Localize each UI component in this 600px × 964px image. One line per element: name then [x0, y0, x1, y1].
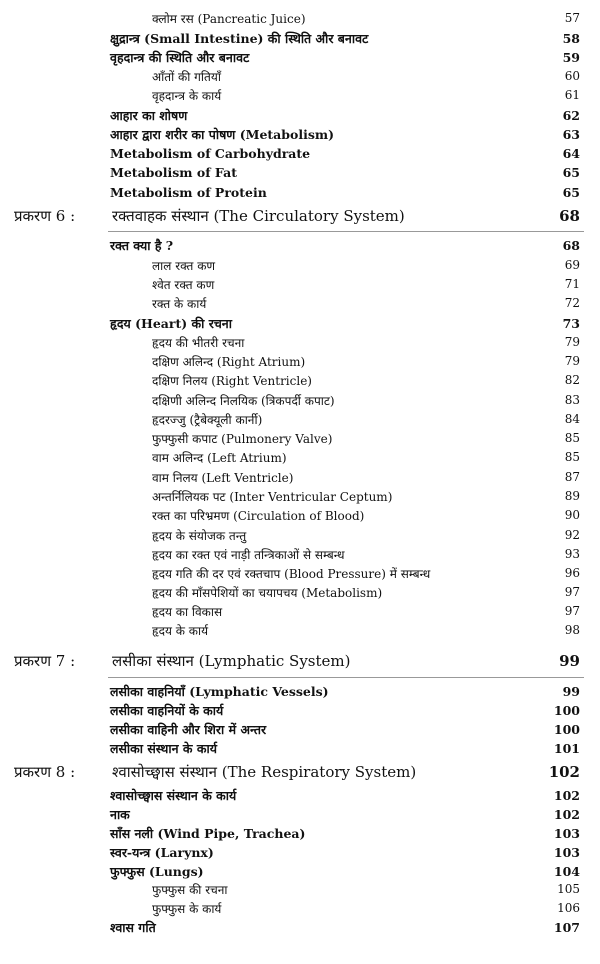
entry-page: 101 — [553, 740, 580, 756]
entry-title: हृदय गति की दर एवं रक्तचाप (Blood Pressure) में सम्बन्ध — [152, 566, 431, 581]
entry-title: Metabolism of Carbohydrate — [110, 145, 311, 161]
entry-page: 57 — [564, 11, 580, 25]
entry-title: क्लोम रस (Pancreatic Juice) — [152, 11, 306, 26]
entry-title: दक्षिणी अलिन्द निलयिक (त्रिकपर्दी कपाट) — [152, 393, 335, 408]
chapter-page: 99 — [559, 652, 580, 670]
toc-entry — [0, 582, 600, 602]
entry-page: 97 — [564, 585, 580, 599]
toc-entry — [0, 785, 600, 805]
entry-title: वाम अलिन्द (Left Atrium) — [152, 450, 287, 465]
entry-title: वृहदान्त्र की स्थिति और बनावट — [110, 49, 250, 65]
toc-entry — [0, 804, 600, 824]
entry-page: 100 — [553, 721, 580, 737]
toc-entry — [0, 370, 600, 390]
toc-entry — [0, 700, 600, 720]
entry-title: लसीका वाहनियों के कार्य — [110, 702, 224, 718]
entry-title: श्वेत रक्त कण — [152, 277, 215, 292]
toc-entry — [0, 332, 600, 352]
entry-page: 102 — [553, 787, 580, 803]
entry-title: Metabolism of Fat — [110, 164, 237, 180]
toc-entry — [0, 235, 600, 255]
entry-page: 102 — [553, 806, 580, 822]
entry-page: 107 — [553, 919, 580, 935]
entry-title: फुफ्फुस की रचना — [152, 882, 228, 897]
entry-page: 82 — [564, 373, 580, 387]
entry-page: 63 — [562, 126, 580, 142]
toc-entry — [0, 447, 600, 467]
toc-entry — [0, 738, 600, 758]
toc-entry — [0, 525, 600, 545]
entry-page: 103 — [553, 825, 580, 841]
entry-page: 59 — [562, 49, 580, 65]
entry-page: 96 — [564, 566, 580, 580]
toc-entry — [0, 917, 600, 937]
entry-page: 69 — [564, 258, 580, 272]
entry-title: वृहदान्त्र के कार्य — [152, 88, 222, 103]
toc-entry — [0, 544, 600, 564]
entry-page: 60 — [564, 69, 580, 83]
toc-entry — [0, 293, 600, 313]
toc-entry — [0, 390, 600, 410]
entry-page: 73 — [562, 315, 580, 331]
entry-title: फुफ्फुस (Lungs) — [110, 863, 204, 879]
entry-title: आँतों की गतियाँ — [152, 69, 221, 84]
entry-page: 98 — [564, 623, 580, 637]
entry-page: 106 — [557, 901, 580, 915]
chapter-divider — [108, 231, 584, 232]
chapter-divider — [108, 677, 584, 678]
entry-page: 92 — [564, 528, 580, 542]
entry-page: 105 — [557, 882, 580, 896]
entry-page: 68 — [562, 237, 580, 253]
toc-entry — [0, 563, 600, 583]
chapter-label: प्रकरण 8 : — [14, 763, 76, 781]
chapter-title: श्वासोच्छ्वास संस्थान (The Respiratory System) — [112, 763, 417, 781]
toc-entry — [0, 162, 600, 182]
entry-title: हृदय की भीतरी रचना — [152, 335, 245, 350]
toc-entry — [0, 255, 600, 275]
entry-title: आहार द्वारा शरीर का पोषण (Metabolism) — [110, 126, 335, 142]
entry-page: 61 — [564, 88, 580, 102]
entry-page: 64 — [562, 145, 580, 161]
entry-page: 87 — [564, 470, 580, 484]
toc-entry — [0, 105, 600, 125]
entry-page: 58 — [562, 30, 580, 46]
entry-title: Metabolism of Protein — [110, 184, 267, 200]
entry-title: फुफ्फुसी कपाट (Pulmonery Valve) — [152, 431, 333, 446]
entry-page: 84 — [564, 412, 580, 426]
entry-title: लसीका संस्थान के कार्य — [110, 740, 217, 756]
entry-title: हृदय का रक्त एवं नाड़ी तन्त्रिकाओं से सम्बन्ध — [152, 547, 345, 562]
entry-page: 72 — [564, 296, 580, 310]
toc-entry — [0, 85, 600, 105]
chapter-heading — [0, 759, 600, 785]
chapter-page: 68 — [559, 207, 580, 225]
entry-title: अन्तर्निलियक पट (Inter Ventricular Ceptum) — [152, 489, 393, 504]
entry-title: लसीका वाहिनी और शिरा में अन्तर — [110, 721, 267, 737]
entry-title: हृदरज्जु (ट्रैबेक्यूली कार्नी) — [152, 412, 263, 427]
chapter-heading — [0, 648, 600, 674]
entry-page: 79 — [564, 335, 580, 349]
entry-title: लसीका वाहनियाँ (Lymphatic Vessels) — [110, 683, 329, 699]
entry-page: 65 — [562, 164, 580, 180]
toc-entry — [0, 486, 600, 506]
entry-page: 103 — [553, 844, 580, 860]
chapter-title: रक्तवाहक संस्थान (The Circulatory System) — [112, 207, 405, 225]
toc-entry — [0, 47, 600, 67]
toc-entry — [0, 505, 600, 525]
toc-entry — [0, 182, 600, 202]
entry-title: श्वासोच्छ्वास संस्थान के कार्य — [110, 787, 237, 803]
toc-entry — [0, 428, 600, 448]
entry-title: रक्त का परिभ्रमण (Circulation of Blood) — [152, 508, 365, 523]
toc-entry — [0, 8, 600, 28]
chapter-label: प्रकरण 7 : — [14, 652, 76, 670]
entry-page: 93 — [564, 547, 580, 561]
entry-page: 65 — [562, 184, 580, 200]
toc-entry — [0, 719, 600, 739]
toc-entry — [0, 313, 600, 333]
entry-page: 104 — [553, 863, 580, 879]
toc-entry — [0, 681, 600, 701]
toc-entry — [0, 823, 600, 843]
entry-title: हृदय के कार्य — [152, 623, 209, 638]
toc-entry — [0, 143, 600, 163]
entry-page: 100 — [553, 702, 580, 718]
entry-title: दक्षिण अलिन्द (Right Atrium) — [152, 354, 306, 369]
entry-title: हृदय का विकास — [152, 604, 223, 619]
entry-page: 79 — [564, 354, 580, 368]
toc-entry — [0, 66, 600, 86]
toc-entry — [0, 898, 600, 918]
entry-title: हृदय की माँसपेशियों का चयापचय (Metabolism) — [152, 585, 383, 600]
entry-title: रक्त क्या है ? — [110, 237, 174, 253]
entry-page: 71 — [564, 277, 580, 291]
entry-title: हृदय (Heart) की रचना — [110, 315, 232, 331]
entry-title: आहार का शोषण — [110, 107, 188, 123]
chapter-label: प्रकरण 6 : — [14, 207, 76, 225]
entry-title: वाम निलय (Left Ventricle) — [152, 470, 294, 485]
entry-page: 89 — [564, 489, 580, 503]
toc-entry — [0, 601, 600, 621]
chapter-heading — [0, 203, 600, 229]
toc-entry — [0, 879, 600, 899]
entry-title: क्षुद्रान्त्र (Small Intestine) की स्थिति और बनावट — [110, 30, 369, 46]
chapter-page: 102 — [548, 763, 580, 781]
entry-title: साँस नली (Wind Pipe, Trachea) — [110, 825, 306, 841]
entry-page: 62 — [562, 107, 580, 123]
entry-title: फुफ्फुस के कार्य — [152, 901, 222, 916]
entry-title: श्वास गति — [110, 919, 156, 935]
toc-entry — [0, 842, 600, 862]
toc-entry — [0, 409, 600, 429]
entry-page: 99 — [562, 683, 580, 699]
entry-title: नाक — [110, 806, 130, 822]
entry-page: 85 — [564, 450, 580, 464]
toc-entry — [0, 467, 600, 487]
entry-page: 85 — [564, 431, 580, 445]
chapter-title: लसीका संस्थान (Lymphatic System) — [112, 652, 351, 670]
entry-title: रक्त के कार्य — [152, 296, 207, 311]
entry-title: हृदय के संयोजक तन्तु — [152, 528, 247, 543]
toc-entry — [0, 28, 600, 48]
toc-entry — [0, 861, 600, 881]
entry-title: लाल रक्त कण — [152, 258, 216, 273]
toc-entry — [0, 351, 600, 371]
entry-page: 83 — [564, 393, 580, 407]
entry-page: 97 — [564, 604, 580, 618]
entry-title: स्वर-यन्त्र (Larynx) — [110, 844, 214, 860]
entry-title: दक्षिण निलय (Right Ventricle) — [152, 373, 312, 388]
toc-entry — [0, 124, 600, 144]
entry-page: 90 — [564, 508, 580, 522]
toc-entry — [0, 274, 600, 294]
toc-entry — [0, 620, 600, 640]
